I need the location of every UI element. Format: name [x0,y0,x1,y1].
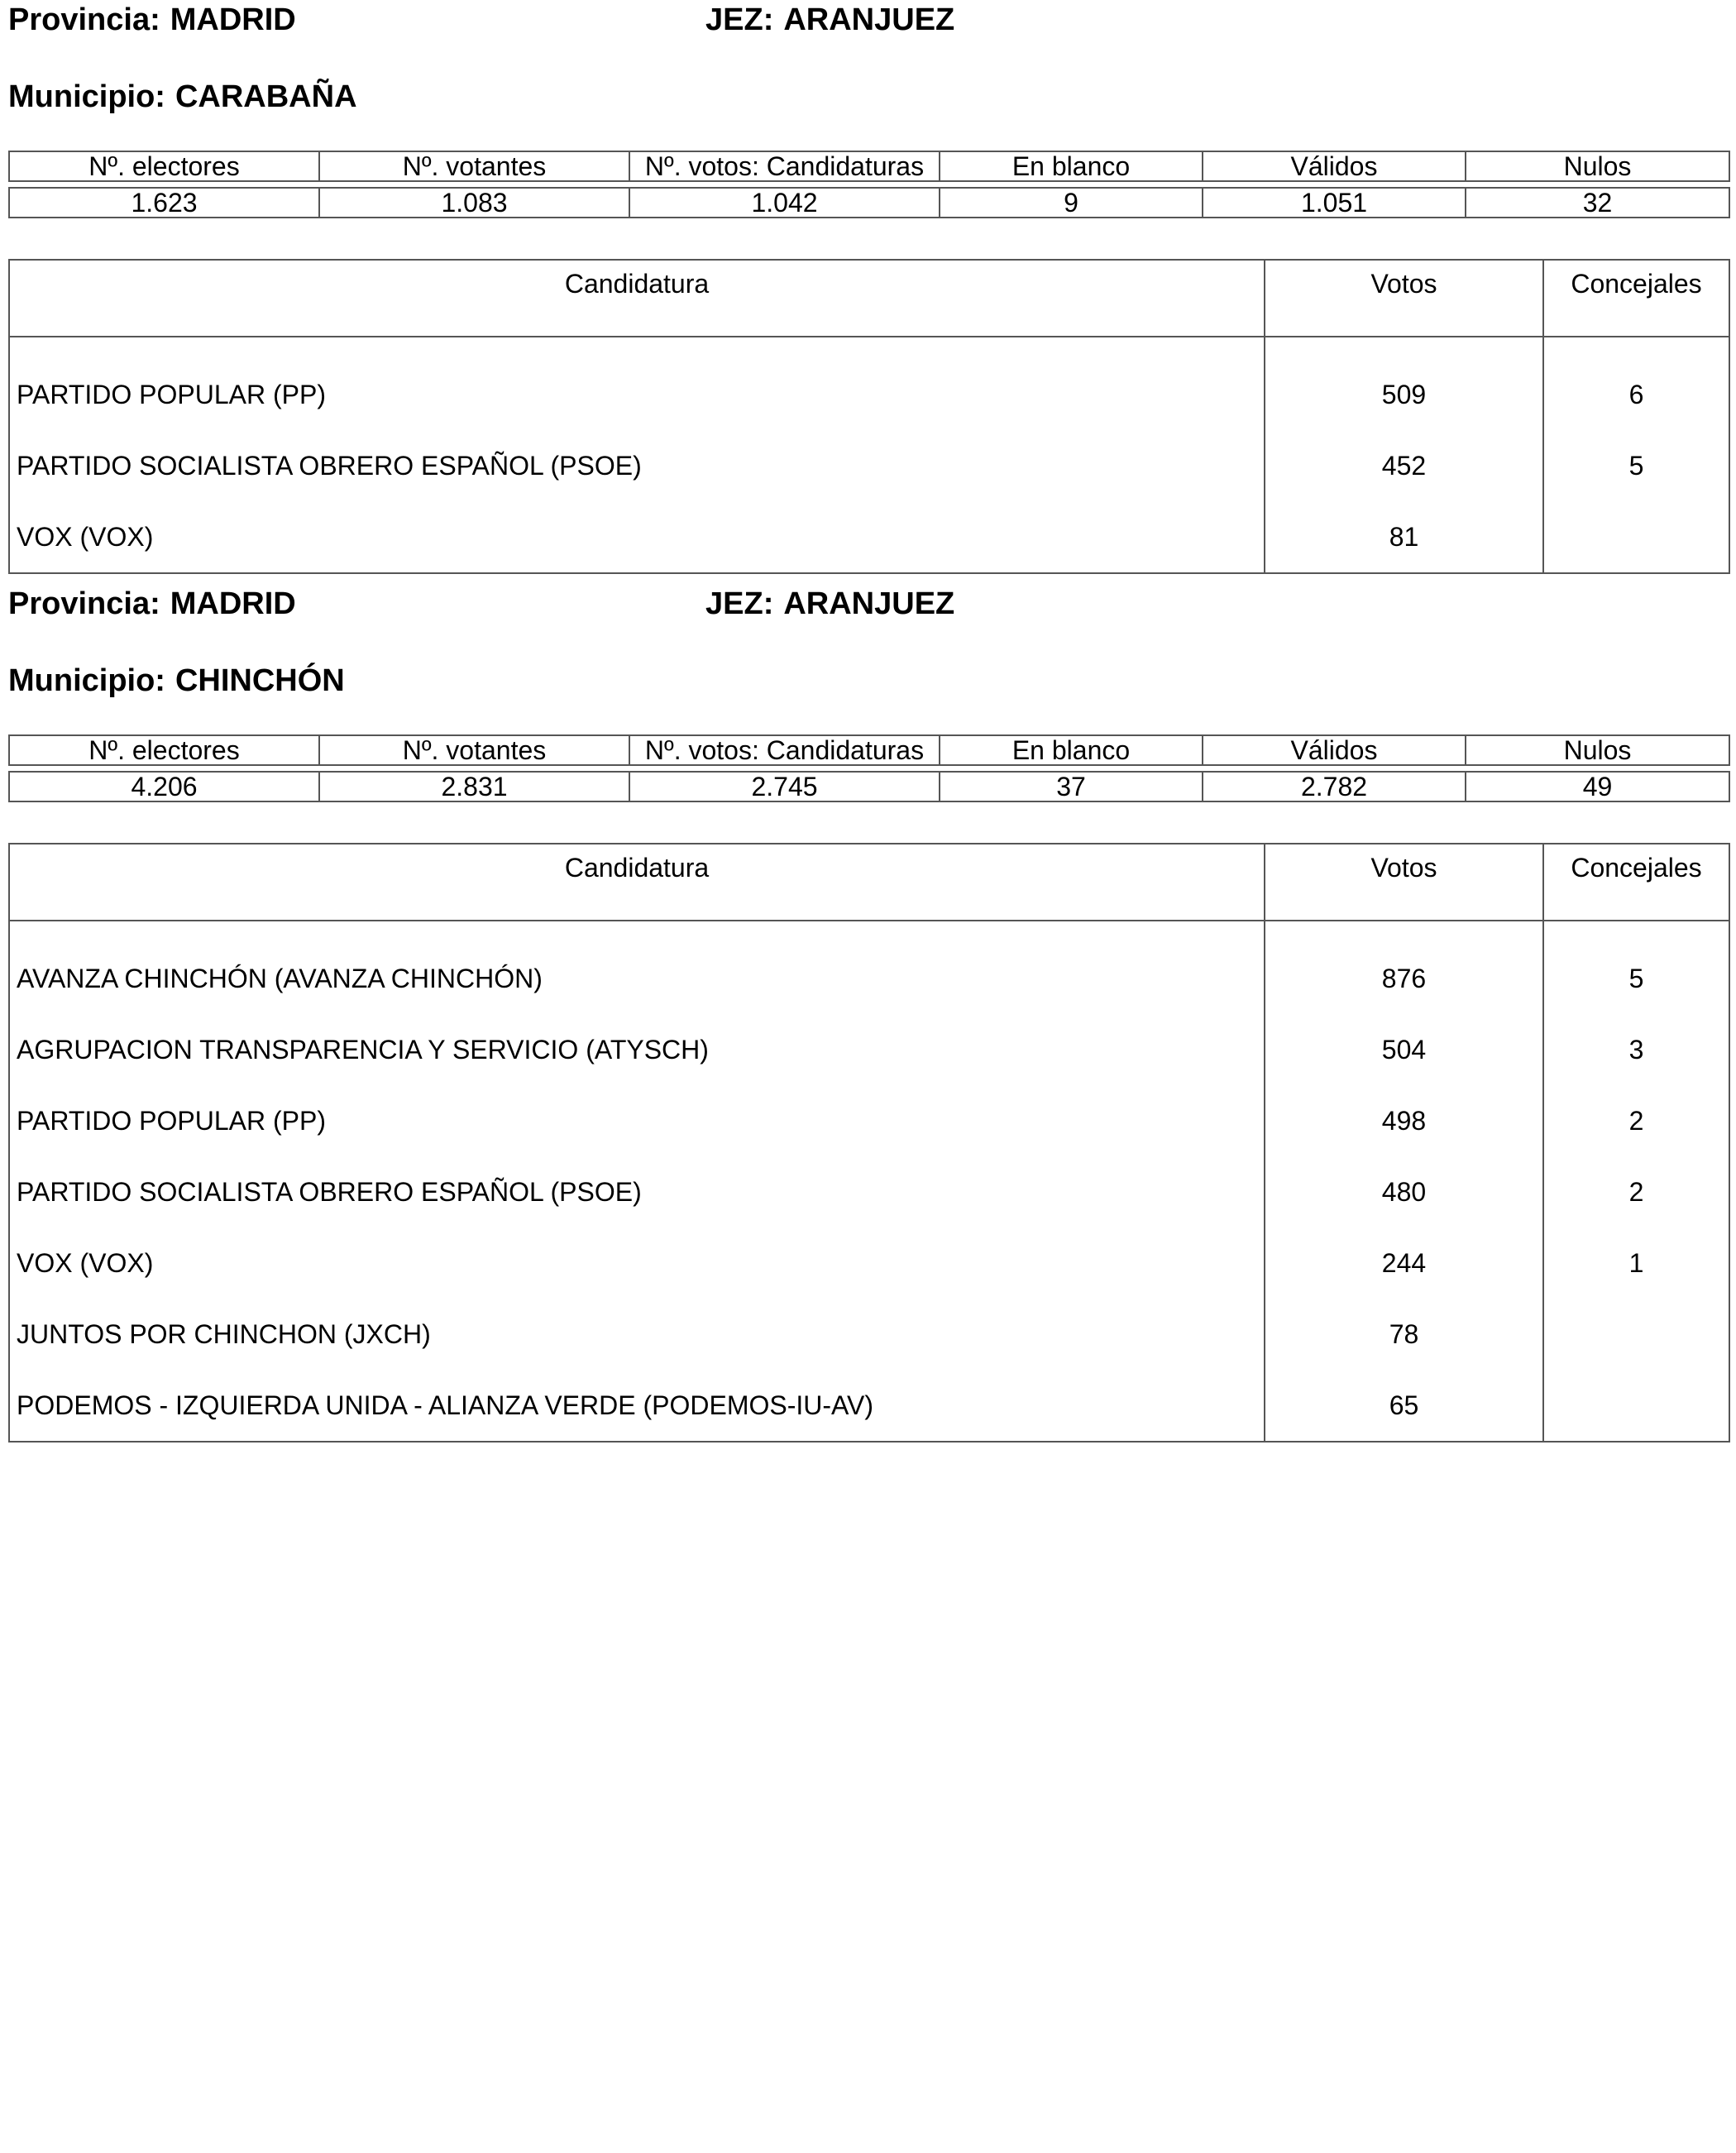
municipio-heading [8,79,357,115]
table-row [9,337,1729,430]
stats-value-row [9,772,1729,801]
stats-value-en-blanco: 9 [940,188,1203,218]
cand-header-votos: Votos [1265,844,1543,921]
stats-header-votos-candidaturas: Nº. votos: Candidaturas [629,735,940,765]
cand-votos: 509 [1265,337,1543,430]
table-row [9,1299,1729,1370]
cand-name: PARTIDO SOCIALISTA OBRERO ESPAÑOL (PSOE) [9,1156,1265,1227]
stats-header-votantes: Nº. votantes [319,735,629,765]
cand-votos: 244 [1265,1227,1543,1299]
municipio-section-chinchon [8,584,1729,1428]
stats-value-validos: 1.051 [1203,188,1466,218]
cand-concejales [1543,1370,1729,1442]
stats-header-validos: Válidos [1203,151,1466,181]
cand-header-concejales: Concejales [1543,844,1729,921]
cand-header-candidatura: Candidatura [9,844,1265,921]
table-row [9,1370,1729,1442]
cand-concejales: 5 [1628,450,1644,481]
cand-header-row [9,844,1729,921]
stats-value-votos-candidaturas: 2.745 [629,772,940,801]
cand-concejales: 6 [1628,379,1644,409]
stats-header-row [9,735,1729,765]
cand-concejales: 3 [1628,1034,1644,1065]
cand-votos: 452 [1265,430,1543,501]
cand-votos: 498 [1265,1085,1543,1156]
cand-name: PARTIDO POPULAR (PP) [9,337,1265,430]
table-row [9,430,1729,501]
stats-value-votantes: 1.083 [319,188,629,218]
cand-name: PODEMOS - IZQUIERDA UNIDA - ALIANZA VERDE (PODEMOS-IU-AV) [9,1370,1265,1442]
stats-header-nulos: Nulos [1466,151,1729,181]
cand-header-concejales: Concejales [1543,260,1729,337]
stats-table [8,734,1730,802]
stats-header-votos-candidaturas: Nº. votos: Candidaturas [629,151,940,181]
cand-header-candidatura: Candidatura [9,260,1265,337]
stats-value-nulos: 32 [1466,188,1729,218]
stats-value-electores: 4.206 [9,772,319,801]
stats-header-electores: Nº. electores [9,151,319,181]
cand-name: VOX (VOX) [9,501,1265,573]
cand-votos: 504 [1265,1014,1543,1085]
stats-header-en-blanco: En blanco [940,151,1203,181]
table-row [9,1085,1729,1156]
cand-header-row [9,260,1729,337]
municipio-heading [8,663,345,699]
cand-concejales: 2 [1628,1105,1644,1136]
stats-value-validos: 2.782 [1203,772,1466,801]
cand-name: PARTIDO POPULAR (PP) [9,1085,1265,1156]
stats-table [8,151,1730,218]
municipio-section-carabana [8,0,1729,552]
cand-concejales [1543,501,1729,573]
stats-header-nulos: Nulos [1466,735,1729,765]
cand-votos: 65 [1265,1370,1543,1442]
municipio-value: CARABAÑA [175,79,357,114]
stats-value-en-blanco: 37 [940,772,1203,801]
cand-concejales: 5 [1628,963,1644,993]
municipio-value: CHINCHÓN [175,663,345,698]
cand-votos: 876 [1265,921,1543,1014]
stats-spacer [9,765,1729,772]
cand-name: AGRUPACION TRANSPARENCIA Y SERVICIO (ATYSCH) [9,1014,1265,1085]
municipio-label: Municipio: [8,663,165,698]
candidaturas-table [8,843,1730,1443]
cand-name: PARTIDO SOCIALISTA OBRERO ESPAÑOL (PSOE) [9,430,1265,501]
cand-concejales [1543,1299,1729,1370]
provincia-heading [8,2,296,38]
municipio-label: Municipio: [8,79,165,114]
table-row [9,1156,1729,1227]
cand-votos: 81 [1265,501,1543,573]
stats-header-electores: Nº. electores [9,735,319,765]
provincia-value: MADRID [170,586,296,621]
jez-value: ARANJUEZ [783,2,955,37]
stats-header-en-blanco: En blanco [940,735,1203,765]
cand-header-votos: Votos [1265,260,1543,337]
table-row [9,1227,1729,1299]
jez-label: JEZ: [705,2,774,37]
provincia-value: MADRID [170,2,296,37]
stats-value-votos-candidaturas: 1.042 [629,188,940,218]
stats-value-row [9,188,1729,218]
provincia-label: Provincia: [8,2,160,37]
cand-name: AVANZA CHINCHÓN (AVANZA CHINCHÓN) [9,921,1265,1014]
provincia-heading [8,586,296,622]
stats-header-votantes: Nº. votantes [319,151,629,181]
jez-value: ARANJUEZ [783,586,955,621]
candidaturas-table [8,259,1730,574]
jez-heading [705,586,954,622]
cand-name: VOX (VOX) [9,1227,1265,1299]
cand-votos: 480 [1265,1156,1543,1227]
cand-votos: 78 [1265,1299,1543,1370]
cand-concejales: 2 [1628,1176,1644,1207]
jez-heading [705,2,954,38]
stats-value-nulos: 49 [1466,772,1729,801]
stats-header-validos: Válidos [1203,735,1466,765]
provincia-label: Provincia: [8,586,160,621]
cand-concejales: 1 [1628,1247,1644,1278]
table-row [9,921,1729,1014]
stats-header-row [9,151,1729,181]
table-row [9,501,1729,573]
stats-value-votantes: 2.831 [319,772,629,801]
stats-value-electores: 1.623 [9,188,319,218]
table-row [9,1014,1729,1085]
cand-name: JUNTOS POR CHINCHON (JXCH) [9,1299,1265,1370]
stats-spacer [9,181,1729,188]
jez-label: JEZ: [705,586,774,621]
